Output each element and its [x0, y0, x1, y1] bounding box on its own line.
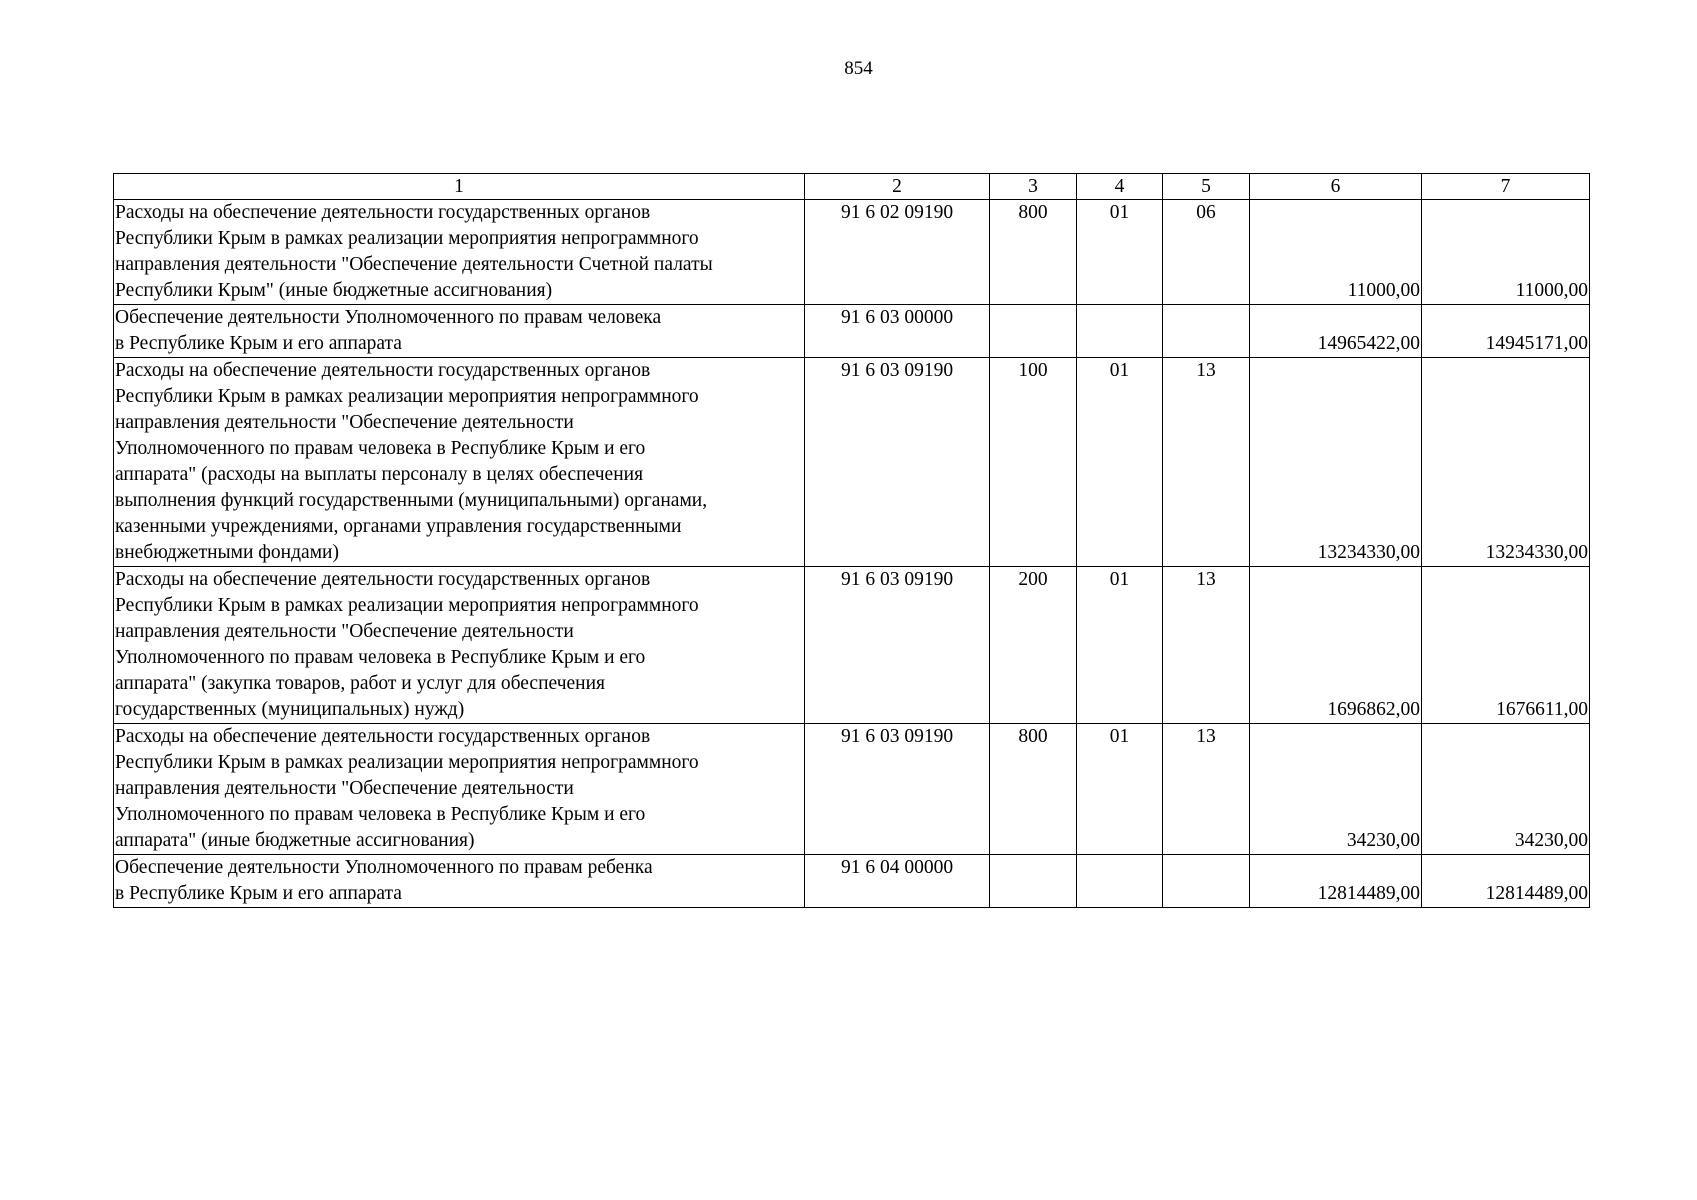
table-row — [114, 305, 1590, 358]
header-cell: 3 — [990, 174, 1077, 200]
row-subsection: 13 — [1163, 358, 1250, 567]
row-description: Расходы на обеспечение деятельности государственных органов Республики Крым в рамках реализации мероприятия непрограммного направления деятельности "Обеспечение деятельности Уполномоченного по правам человека в Республике Крым и его аппарата" (расходы на выплаты персоналу в целях обеспечения выполнения функций государственными (муниципальными) органами, казенными учреждениями, органами управления государственными внебюджетными фондами) — [114, 358, 805, 567]
row-amount-1: 11000,00 — [1250, 200, 1422, 305]
table-header-row — [114, 174, 1590, 200]
header-cell: 1 — [114, 174, 805, 200]
row-target-code: 91 6 03 00000 — [805, 305, 990, 358]
row-subsection — [1163, 855, 1250, 908]
row-amount-2: 14945171,00 — [1422, 305, 1590, 358]
row-section: 01 — [1077, 358, 1163, 567]
row-amount-1: 34230,00 — [1250, 724, 1422, 855]
row-section — [1077, 855, 1163, 908]
table-row — [114, 855, 1590, 908]
row-amount-2: 12814489,00 — [1422, 855, 1590, 908]
row-description: Расходы на обеспечение деятельности государственных органов Республики Крым в рамках реализации мероприятия непрограммного направления деятельности "Обеспечение деятельности Уполномоченного по правам человека в Республике Крым и его аппарата" (закупка товаров, работ и услуг для обеспечения государственных (муниципальных) нужд) — [114, 567, 805, 724]
header-cell: 7 — [1422, 174, 1590, 200]
row-section: 01 — [1077, 200, 1163, 305]
row-amount-1: 13234330,00 — [1250, 358, 1422, 567]
row-subsection: 13 — [1163, 724, 1250, 855]
row-description: Расходы на обеспечение деятельности государственных органов Республики Крым в рамках реализации мероприятия непрограммного направления деятельности "Обеспечение деятельности Счетной палаты Республики Крым" (иные бюджетные ассигнования) — [114, 200, 805, 305]
row-target-code: 91 6 02 09190 — [805, 200, 990, 305]
row-expense-type: 200 — [990, 567, 1077, 724]
row-expense-type: 100 — [990, 358, 1077, 567]
table-row — [114, 200, 1590, 305]
row-section: 01 — [1077, 567, 1163, 724]
header-cell: 2 — [805, 174, 990, 200]
row-amount-2: 11000,00 — [1422, 200, 1590, 305]
row-section — [1077, 305, 1163, 358]
row-target-code: 91 6 03 09190 — [805, 567, 990, 724]
row-description: Расходы на обеспечение деятельности государственных органов Республики Крым в рамках реализации мероприятия непрограммного направления деятельности "Обеспечение деятельности Уполномоченного по правам человека в Республике Крым и его аппарата" (иные бюджетные ассигнования) — [114, 724, 805, 855]
row-target-code: 91 6 03 09190 — [805, 724, 990, 855]
row-amount-1: 14965422,00 — [1250, 305, 1422, 358]
row-amount-2: 13234330,00 — [1422, 358, 1590, 567]
table-row — [114, 724, 1590, 855]
row-section: 01 — [1077, 724, 1163, 855]
row-amount-1: 12814489,00 — [1250, 855, 1422, 908]
table-row — [114, 358, 1590, 567]
budget-table — [113, 173, 1590, 908]
row-expense-type — [990, 305, 1077, 358]
row-expense-type: 800 — [990, 200, 1077, 305]
row-expense-type — [990, 855, 1077, 908]
row-description: Обеспечение деятельности Уполномоченного по правам человека в Республике Крым и его аппарата — [114, 305, 805, 358]
row-subsection: 06 — [1163, 200, 1250, 305]
row-subsection — [1163, 305, 1250, 358]
header-cell: 6 — [1250, 174, 1422, 200]
header-cell: 4 — [1077, 174, 1163, 200]
row-amount-1: 1696862,00 — [1250, 567, 1422, 724]
row-expense-type: 800 — [990, 724, 1077, 855]
row-description: Обеспечение деятельности Уполномоченного по правам ребенка в Республике Крым и его аппарата — [114, 855, 805, 908]
row-subsection: 13 — [1163, 567, 1250, 724]
row-target-code: 91 6 04 00000 — [805, 855, 990, 908]
row-amount-2: 34230,00 — [1422, 724, 1590, 855]
row-target-code: 91 6 03 09190 — [805, 358, 990, 567]
header-cell: 5 — [1163, 174, 1250, 200]
row-amount-2: 1676611,00 — [1422, 567, 1590, 724]
table-row — [114, 567, 1590, 724]
page-number: 854 — [844, 58, 873, 79]
